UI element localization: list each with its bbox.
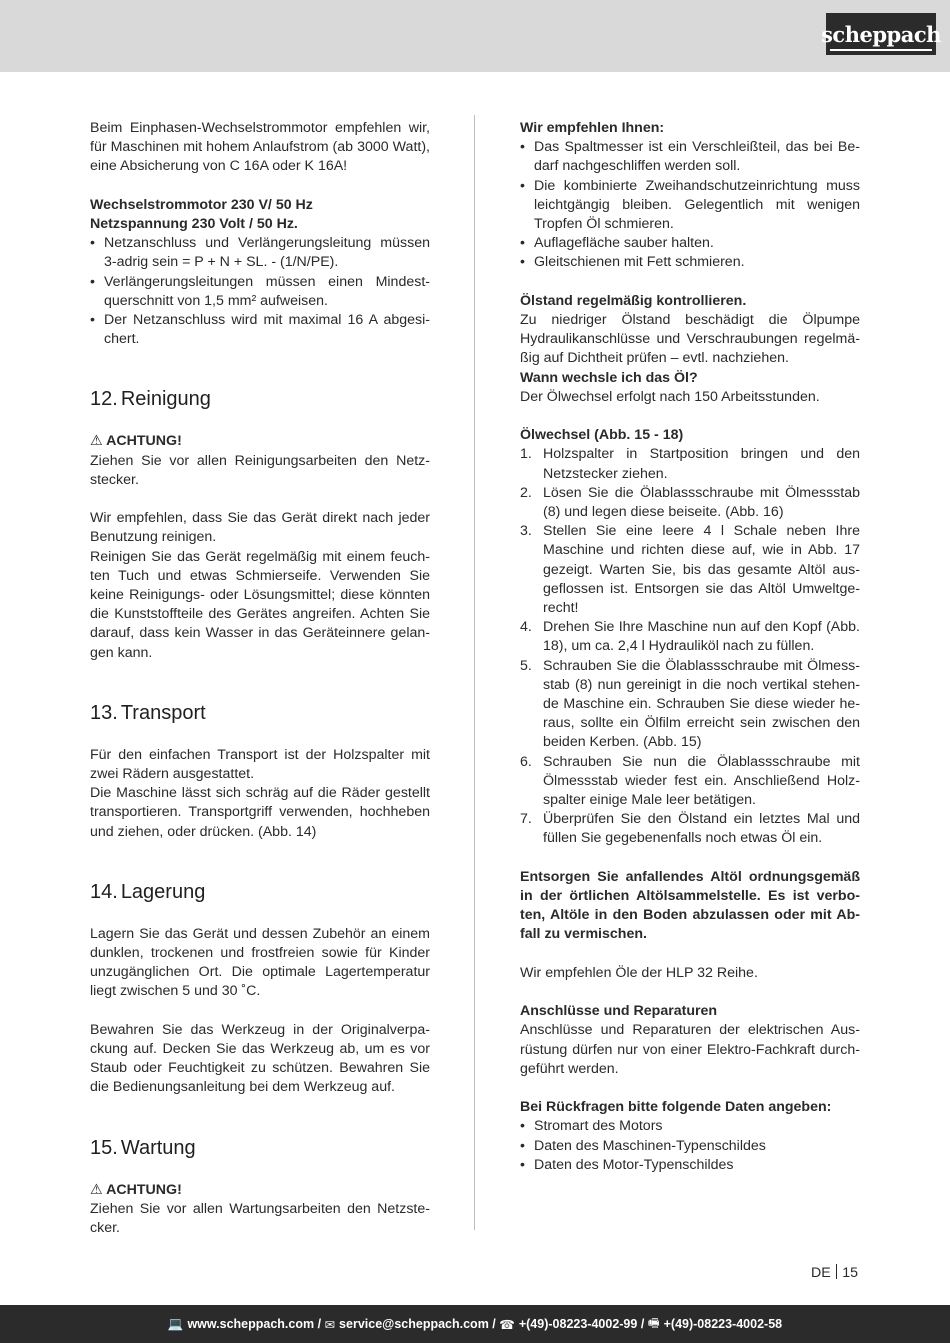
language-code: DE: [811, 1265, 831, 1281]
paragraph: Reinigen Sie das Gerät regelmäßig mit einem feuchten Tuch und etwas Schmierseife. Verwenden Sie keine Reinigungs- oder Lösungsmittel; diese könnten die Kunststoffteile des Gerätes angreifen. Achten Sie darauf, dass kein Wasser in das Geräteinnere gelangen kann.: [90, 548, 430, 661]
page-number: [811, 1264, 858, 1281]
motor-bullet-list: [90, 234, 430, 349]
section-title: Lagerung: [120, 880, 206, 903]
recommendation-list: [520, 138, 860, 272]
section-title: Transport: [120, 701, 206, 724]
list-item: 6. Schrauben Sie nun die Ölablassschraube mit Ölmessstab wieder fest ein. Anschließend Holzspalter einige Male leer betätigen.: [520, 753, 860, 809]
scheppach-logo: scheppach: [826, 13, 936, 55]
oil-level-heading: Ölstand regelmäßig kontrollieren.: [520, 292, 747, 309]
left-column: [90, 119, 430, 1238]
phone-number: +(49)-08223-4002-99: [518, 1317, 638, 1331]
list-item: 5. Schrauben Sie die Ölablassschraube mit Ölmessstab (8) nun gereinigt in die noch vertikal stehende Maschine ein. Schrauben Sie diese wieder heraus, sollte ein Ölfilm erreicht sein zwischen den beiden Kerben. (Abb. 15): [520, 657, 860, 751]
list-item: • Auflagefläche sauber halten.: [520, 234, 860, 253]
warning-label: ⚠ ACHTUNG!: [90, 1181, 182, 1198]
warning-text: Ziehen Sie vor allen Reinigungsarbeiten den Netzstecker.: [90, 452, 430, 488]
list-item: • Daten des Maschinen-Typenschildes: [520, 1137, 860, 1156]
section-number: 13.: [90, 701, 118, 724]
recommendation-heading: Wir empfehlen Ihnen:: [520, 120, 665, 136]
section-number: 15.: [90, 1136, 118, 1159]
right-column: [520, 119, 860, 1175]
connections-heading: Anschlüsse und Reparaturen: [520, 1003, 718, 1020]
list-item: • Verlängerungsleitungen müssen einen Mindestquerschnitt von 1,5 mm² aufweisen.: [90, 273, 430, 311]
fax-icon: 🖷: [647, 1315, 660, 1330]
website-link[interactable]: www.scheppach.com: [187, 1317, 315, 1331]
paragraph: Lagern Sie das Gerät und dessen Zubehör an einem dunklen, trockenen und frostfreien sowie für Kinder unzugänglichen Ort. Die optimale Lagertemperatur liegt zwischen 5 und 30 ˚C.: [90, 925, 430, 1000]
disposal-notice: Entsorgen Sie anfallendes Altöl ordnungsgemäß in der örtlichen Altölsammelstelle. Es ist verboten, Altöle in den Boden abzulassen oder mit Abfall zu vermischen.: [520, 868, 860, 943]
list-item: • Netzanschluss und Verlängerungsleitung müssen 3-adrig sein = P + N + SL. - (1/N/PE).: [90, 234, 430, 272]
contact-footer: 💻 www.scheppach.com / ✉ service@scheppach.com / ☎ +(49)-08223-4002-99 / 🖷 +(49)-08223-4002-58: [0, 1305, 950, 1343]
oil-change-steps: [520, 445, 860, 848]
email-link[interactable]: service@scheppach.com: [339, 1317, 489, 1331]
queries-list: [520, 1117, 860, 1175]
list-item: • Stromart des Motors: [520, 1117, 860, 1136]
section-heading-reinigung: [90, 386, 430, 412]
paragraph: Wir empfehlen, dass Sie das Gerät direkt nach jeder Benutzung reinigen.: [90, 510, 430, 546]
paragraph: Die Maschine lässt sich schräg auf die Räder gestellt transportieren. Transportgriff verwenden, hochheben und ziehen, oder drücken. (Abb. 14): [90, 785, 430, 840]
list-item: • Der Netzanschluss wird mit maximal 16 A abgesichert.: [90, 311, 430, 349]
fax-number: +(49)-08223-4002-58: [663, 1317, 783, 1331]
list-item: • Die kombinierte Zweihandschutzeinrichtung muss leichtgängig bleiben. Gelegentlich mit wenigen Tropfen Öl schmieren.: [520, 177, 860, 235]
paragraph: Der Ölwechsel erfolgt nach 150 Arbeitsstunden.: [520, 388, 820, 405]
section-heading-lagerung: [90, 879, 430, 905]
list-item: 3. Stellen Sie eine leere 4 l Schale neben Ihre Maschine und richten diese auf, wie in Abb. 17 gezeigt. Warten Sie, bis das gesamte Altöl ausgeflossen ist. Entsorgen sie das Altöl Umweltgerecht!: [520, 523, 860, 617]
page-header: [0, 0, 950, 72]
envelope-icon: ✉: [324, 1317, 336, 1332]
phone-icon: ☎: [499, 1317, 515, 1332]
queries-heading: Bei Rückfragen bitte folgende Daten angeben:: [520, 1099, 832, 1116]
paragraph: Wir empfehlen Öle der HLP 32 Reihe.: [520, 964, 758, 981]
paragraph: Anschlüsse und Reparaturen der elektrischen Ausrüstung dürfen nur von einer Elektro-Fachkraft durchgeführt werden.: [520, 1022, 860, 1077]
computer-icon: 💻: [167, 1316, 184, 1331]
page-number-separator: [836, 1264, 838, 1279]
motor-heading-2: Netzspannung 230 Volt / 50 Hz.: [90, 216, 298, 232]
intro-paragraph: Beim Einphasen-Wechselstrommotor empfehlen wir, für Maschinen mit hohem Anlaufstrom (ab 3000 Watt), eine Absicherung von C 16A oder K 16A!: [90, 120, 430, 175]
section-title: Wartung: [120, 1136, 196, 1159]
paragraph: Bewahren Sie das Werkzeug in der Originalverpackung auf. Decken Sie das Werkzeug ab, um es vor Staub oder Feuchtigkeit zu schützen. Bewahren Sie die Bedienungsanleitung bei dem Werkzeug auf.: [90, 1021, 430, 1096]
oil-change-heading: Ölwechsel (Abb. 15 - 18): [520, 427, 684, 444]
section-heading-transport: [90, 700, 430, 726]
list-item: 7. Überprüfen Sie den Ölstand ein letztes Mal und füllen Sie gegebenenfalls noch etwas Öl ein.: [520, 811, 860, 847]
page-number-value: 15: [842, 1265, 858, 1281]
list-item: • Gleitschienen mit Fett schmieren.: [520, 253, 860, 272]
section-number: 14.: [90, 880, 118, 903]
oil-when-heading: Wann wechsle ich das Öl?: [520, 369, 698, 386]
section-heading-wartung: [90, 1135, 430, 1161]
list-item: • Das Spaltmesser ist ein Verschleißteil, das bei Bedarf nachgeschliffen werden soll.: [520, 138, 860, 176]
section-number: 12.: [90, 388, 118, 411]
list-item: 1. Holzspalter in Startposition bringen und den Netzstecker ziehen.: [520, 446, 860, 482]
column-divider: [474, 115, 475, 1230]
paragraph: Für den einfachen Transport ist der Holzspalter mit zwei Rädern ausgestattet.: [90, 746, 430, 783]
list-item: • Daten des Motor-Typenschildes: [520, 1156, 860, 1175]
list-item: 2. Lösen Sie die Ölablassschraube mit Ölmessstab (8) und legen diese beiseite. (Abb. 16): [520, 484, 860, 521]
motor-heading-1: Wechselstrommotor 230 V/ 50 Hz: [90, 196, 313, 213]
warning-text: Ziehen Sie vor allen Wartungsarbeiten den Netzstecker.: [90, 1200, 430, 1237]
warning-label: ⚠ ACHTUNG!: [90, 433, 182, 450]
list-item: 4. Drehen Sie Ihre Maschine nun auf den Kopf (Abb. 18), um ca. 2,4 l Hydrauliköl nach zu füllen.: [520, 619, 860, 655]
section-title: Reinigung: [120, 388, 211, 411]
paragraph: Zu niedriger Ölstand beschädigt die Ölpumpe Hydraulikanschlüsse und Verschraubungen regelmäßig auf Dichtheit prüfen – evtl. nachziehen.: [520, 312, 860, 367]
